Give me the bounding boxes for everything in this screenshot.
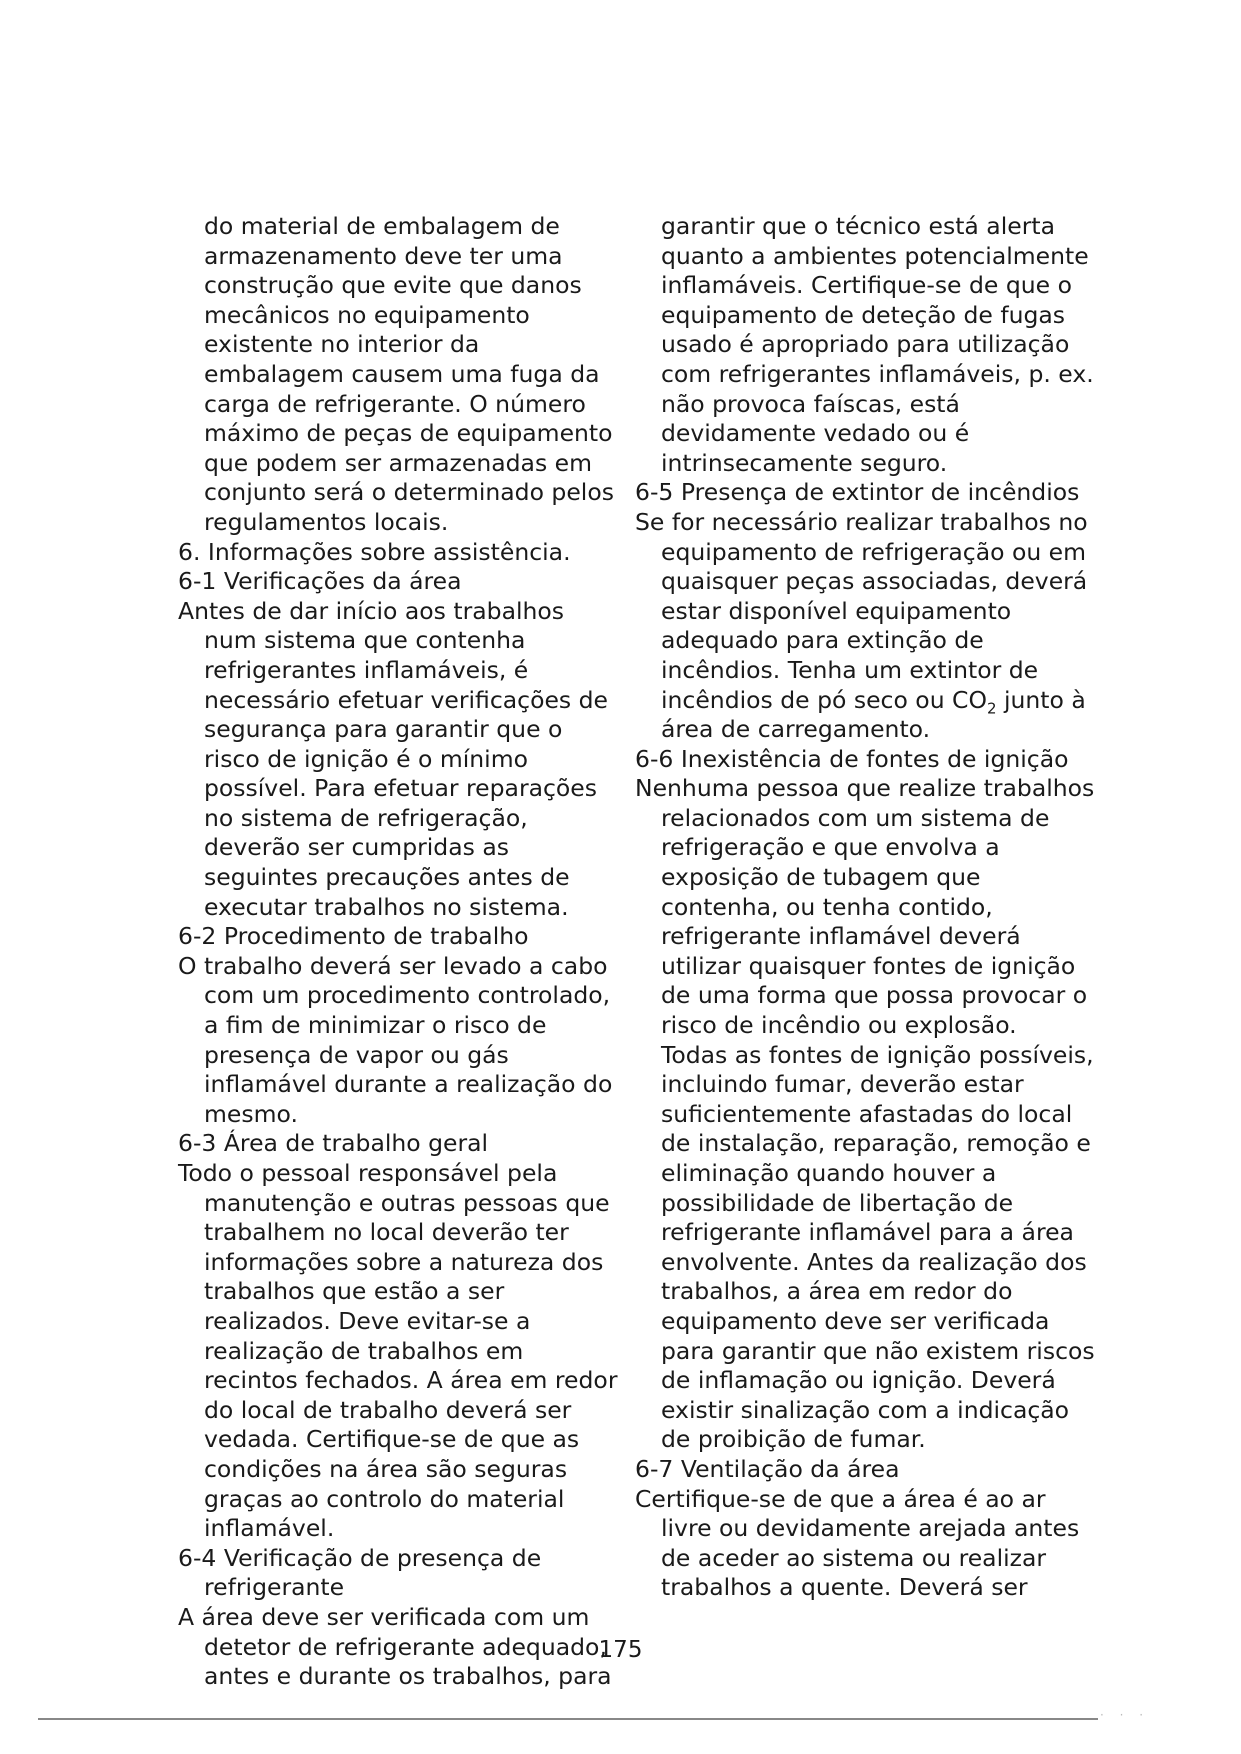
- paragraph-6-6: Nenhuma pessoa que realize trabalhos relacionados com um sistema de refrigeração e que envolva a exposição de tubagem que contenha, ou tenha contido, refrigerante inflamável deverá utilizar quaisquer fontes de ignição de uma forma que possa provocar o risco de incêndio ou explosão.: [635, 774, 1095, 1040]
- paragraph-6-6-continued: Todas as fontes de ignição possíveis, incluindo fumar, deverão estar suficientemente afastadas do local de instalação, reparação, remoção e eliminação quando houver a possibilidade de libertação de refrigerante inflamável para a área envolvente. Antes da realização dos trabalhos, a área em redor do equipamento deve ser verificada para garantir que não existem riscos de inflamação ou ignição. Deverá existir sinalização com a indicação de proibição de fumar.: [661, 1040, 1095, 1454]
- right-column: [635, 212, 1095, 1603]
- continuation-paragraph: do material de embalagem de armazenamento deve ter uma construção que evite que danos mecânicos no equipamento existente no interior da embalagem causem uma fuga da carga de refrigerante. O número máximo de peças de equipamento que podem ser armazenadas em conjunto será o determinado pelos regulamentos locais.: [204, 212, 614, 536]
- footer-divider: [38, 1718, 1098, 1720]
- paragraph-6-5: [635, 508, 1095, 745]
- paragraph-6-7: Certifique-se de que a área é ao ar livre ou devidamente arejada antes de aceder ao sistema ou realizar trabalhos a quente. Deverá ser: [635, 1484, 1080, 1602]
- heading-6-6: 6-6 Inexistência de fontes de ignição: [635, 744, 1069, 773]
- paragraph-6-5-text: Se for necessário realizar trabalhos no equipamento de refrigeração ou em quaisquer peças associadas, deverá estar disponível equipamento adequado para extinção de incêndios. Tenha um extintor de incêndios de pó seco ou CO: [635, 507, 1088, 714]
- heading-6-3: 6-3 Área de trabalho geral: [178, 1129, 489, 1158]
- continuation-paragraph: garantir que o técnico está alerta quanto a ambientes potencialmente inflamáveis. Certifique-se de que o equipamento de deteção de fugas usado é apropriado para utilização com refrigerantes inflamáveis, p. ex. não provoca faíscas, está devidamente vedado ou é intrinsecamente seguro.: [661, 212, 1094, 477]
- paragraph-6-3: Todo o pessoal responsável pela manutenção e outras pessoas que trabalhem no local deverão ter informações sobre a natureza dos trabalhos que estão a ser realizados. Deve evitar-se a realização de trabalhos em recintos fechados. A área em redor do local de trabalho deverá ser vedada. Certifique-se de que as condições na área são seguras graças ao controlo do material inflamável.: [178, 1159, 618, 1543]
- footer-decoration: · · ·: [1100, 1708, 1150, 1722]
- heading-6-5: 6-5 Presença de extintor de incêndios: [635, 478, 1080, 507]
- paragraph-6-5-text-end: junto à área de carregamento.: [661, 685, 1086, 744]
- paragraph-6-2: O trabalho deverá ser levado a cabo com um procedimento controlado, a fim de minimizar o risco de presença de vapor ou gás inflamável durante a realização do mesmo.: [178, 951, 613, 1128]
- page-number: 175: [598, 1637, 643, 1663]
- paragraph-6-4: A área deve ser verificada com um detetor de refrigerante adequado, antes e durante os trabalhos, para: [178, 1602, 612, 1691]
- left-column: [178, 212, 618, 1692]
- heading-6-1: 6-1 Verificações da área: [178, 567, 462, 596]
- section-heading-6: 6. Informações sobre assistência.: [178, 537, 571, 566]
- heading-6-7: 6-7 Ventilação da área: [635, 1454, 900, 1483]
- heading-6-4: 6-4 Verificação de presença de refrigerante: [178, 1543, 542, 1602]
- paragraph-6-1: Antes de dar início aos trabalhos num sistema que contenha refrigerantes inflamáveis, é necessário efetuar verificações de segurança para garantir que o risco de ignição é o mínimo possível. Para efetuar reparações no sistema de refrigeração, deverão ser cumpridas as seguintes precauções antes de executar trabalhos no sistema.: [178, 596, 609, 921]
- co2-subscript: 2: [986, 699, 997, 718]
- heading-6-2: 6-2 Procedimento de trabalho: [178, 922, 529, 951]
